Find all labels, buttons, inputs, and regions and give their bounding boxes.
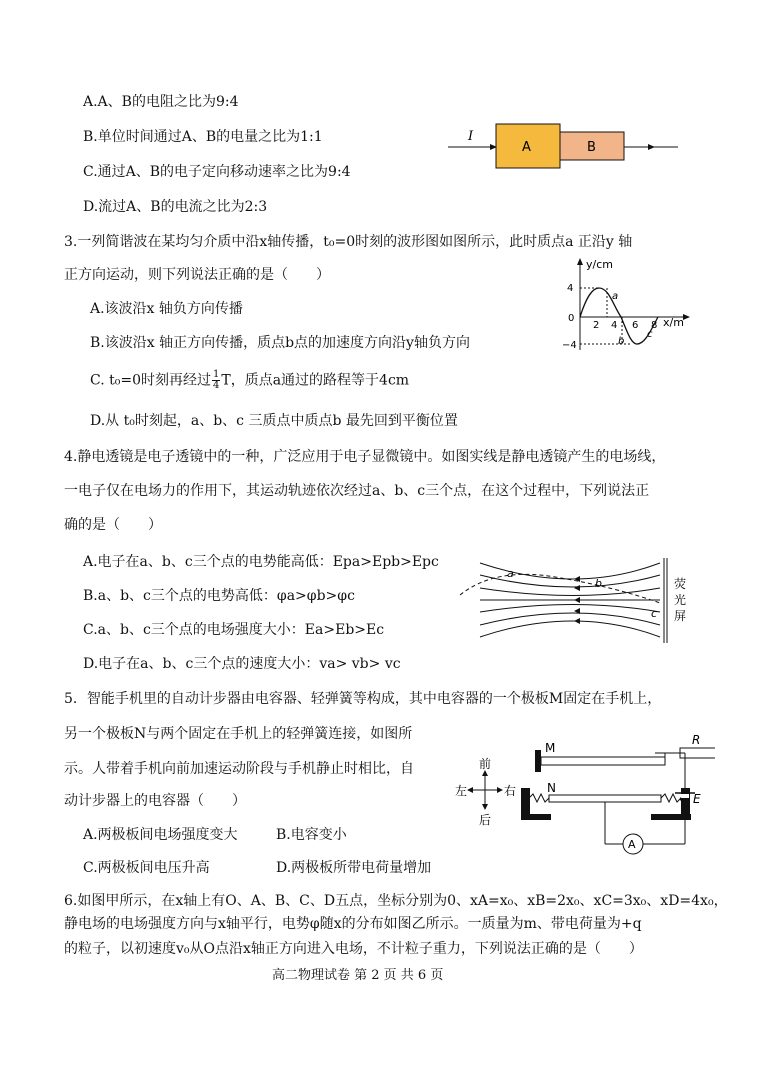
- point-b-label: b: [618, 336, 625, 347]
- screen-label-2: 光: [674, 593, 687, 607]
- ammeter-label: A: [628, 838, 636, 851]
- q5-stem-line3: 示。人带着手机向前加速运动阶段与手机静止时相比，自: [64, 761, 414, 777]
- q6-stem-line2: 静电场的电场强度方向与x轴平行，电势φ随x的分布如图乙所示。一质量为m、带电荷量为+q: [64, 916, 642, 932]
- resistor-label: R: [692, 733, 701, 747]
- q4-option-b: B.a、b、c三个点的电势高低：φa>φb>φc: [83, 588, 355, 604]
- q5-option-d: D.两极板所带电荷量增加: [276, 860, 432, 876]
- plate-m: [541, 757, 665, 765]
- q5-battery-branch: [655, 745, 705, 855]
- q4-stem-line3: 确的是（ ）: [64, 517, 162, 533]
- screen-label-1: 荧: [674, 577, 687, 591]
- q2-option-d: D.流过A、B的电流之比为2:3: [83, 199, 268, 215]
- q3-option-c-post: T，质点a通过的路程等于4cm: [221, 372, 410, 389]
- q5-option-c: C.两极板间电压升高: [83, 860, 210, 876]
- direction-back-label: 后: [479, 813, 492, 827]
- q4-option-d: D.电子在a、b、c三个点的速度大小：va> vb> vc: [83, 656, 401, 672]
- q4-option-a: A.电子在a、b、c三个点的电势能高低：Epa>Epb>Epc: [83, 554, 439, 570]
- q4-stem-line1: 4.静电透镜是电子透镜中的一种，广泛应用于电子显微镜中。如图实线是静电透镜产生的电场线，: [64, 449, 666, 465]
- plate-n: [549, 795, 661, 802]
- q3-option-c-pre: C. t₀=0时刻再经过: [90, 372, 211, 389]
- q4-stem-line2: 一电子仅在电场力的作用下，其运动轨迹依次经过a、b、c三个点，在这个过程中，下列说法正: [64, 483, 650, 499]
- screen-label-3: 屏: [674, 609, 687, 623]
- q3-stem-line1: 3.一列简谐波在某均匀介质中沿x轴传播，t₀=0时刻的波形图如图所示，此时质点a 正沿y 轴: [64, 234, 633, 250]
- point-a-label: a: [612, 291, 619, 302]
- block-a-label: A: [522, 140, 531, 155]
- q3-option-b: B.该波沿x 轴正方向传播，质点b点的加速度方向沿y轴负方向: [90, 335, 470, 351]
- direction-front-label: 前: [479, 757, 492, 771]
- fraction-quarter: $\frac{1}{4}$: [213, 369, 220, 391]
- point-a-label: a: [507, 567, 514, 580]
- q3-option-a: A.该波沿x 轴负方向传播: [90, 301, 243, 317]
- y-axis-label: y/cm: [586, 258, 613, 271]
- x-tick-2: 2: [593, 320, 600, 331]
- q2-resistor-figure: [440, 118, 685, 173]
- point-b-label: b: [595, 577, 602, 590]
- q2-option-a: A.A、B的电阻之比为9:4: [83, 94, 239, 110]
- direction-right-label: 右: [504, 784, 517, 798]
- q5-stem-line1: 5．智能手机里的自动计步器由电容器、轻弹簧等构成，其中电容器的一个极板M固定在手机上，: [64, 691, 662, 707]
- q2-option-b: B.单位时间通过A、B的电量之比为1:1: [83, 129, 323, 145]
- q3-wave-graph: [555, 255, 705, 355]
- q6-stem-line1: 6.如图甲所示，在x轴上有O、A、B、C、D五点，坐标分别为0、xA=x₀、xB=2x₀、xC=3x₀、xD=4x₀，: [64, 893, 728, 909]
- x-tick-8: 8: [651, 320, 658, 331]
- x-tick-6: 6: [632, 320, 639, 331]
- q3-stem-line2: 正方向运动，则下列说法正确的是（ ）: [64, 267, 330, 283]
- q5-option-b: B.电容变小: [276, 827, 347, 843]
- point-c-label: c: [651, 607, 658, 620]
- battery-label: E: [693, 792, 701, 806]
- y-tick-0: 0: [568, 313, 575, 324]
- q3-option-d: D.从 t₀时刻起，a、b、c 三质点中质点b 最先回到平衡位置: [90, 413, 458, 429]
- y-tick-4: 4: [567, 283, 574, 294]
- block-b-label: B: [587, 140, 596, 155]
- q4-field-lines-figure: [455, 555, 700, 645]
- x-axis-label: x/m: [663, 316, 684, 329]
- current-label: I: [468, 129, 474, 144]
- plate-n-label: N: [547, 781, 556, 795]
- q2-option-c: C.通过A、B的电子定向移动速率之比为9:4: [83, 164, 351, 180]
- y-tick-neg4: −4: [562, 340, 577, 351]
- x-tick-4: 4: [611, 320, 618, 331]
- q5-option-a: A.两极板间电场强度变大: [83, 827, 238, 843]
- q4-option-c: C.a、b、c三个点的电场强度大小：Ea>Eb>Ec: [83, 622, 385, 638]
- q5-stem-line4: 动计步器上的电容器（ ）: [64, 793, 246, 809]
- plate-m-label: M: [545, 741, 556, 755]
- q6-stem-line3: 的粒子，以初速度v₀从O点沿x轴正方向进入电场，不计粒子重力，下列说法正确的是（ ）: [64, 941, 643, 957]
- q3-option-c: [90, 370, 409, 391]
- direction-left-label: 左: [455, 784, 468, 798]
- point-c-label: c: [647, 329, 653, 340]
- q5-stem-line2: 另一个极板N与两个固定在手机上的轻弹簧连接，如图所: [64, 726, 413, 742]
- page-footer: 高二物理试卷 第 2 页 共 6 页: [272, 968, 444, 983]
